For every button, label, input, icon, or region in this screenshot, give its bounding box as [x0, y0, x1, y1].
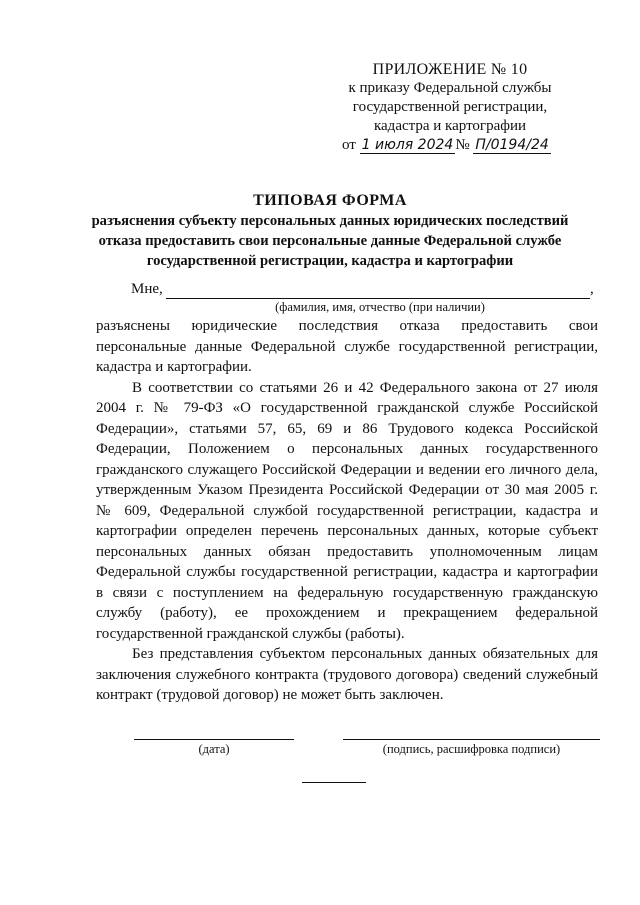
- signature-field[interactable]: [343, 739, 600, 740]
- paragraph-2: В соответствии со статьями 26 и 42 Федерального закона от 27 июля 2004 г. № 79-ФЗ «О государственной гражданской службе Российской Федерации», статьями 57, 65, 69 и 86 Трудового кодекса Российской Федерации, Положением о персональных данных государственного гражданского служащего Российской Федерации и ведении его личного дела, утвержденным Указом Президента Российской Федерации от 30 мая 2005 г. № 609, Федеральной службой государственной регистрации, кадастра и картографии определен перечень персональных данных, которые субъект персональных данных обязан предоставить уполномоченным лицам Федеральной службы государственной регистрации, кадастра и картографии в связи с поступлением на федеральную государственную гражданскую службу (работу), ее прохождением и прекращением федеральной государственной гражданской службы (работы).: [96, 379, 598, 642]
- form-subtitle-line-1: разъяснения субъекту персональных данных юридических последствий: [91, 213, 569, 229]
- form-subtitle-line-3: государственной регистрации, кадастра и картографии: [146, 253, 514, 269]
- form-title-block: [60, 190, 600, 271]
- recipient-comma: ,: [590, 281, 594, 297]
- appendix-line-3: кадастра и картографии: [373, 118, 527, 134]
- signature-caption: (подпись, расшифровка подписи): [382, 742, 561, 756]
- order-number: П/0194/24: [475, 137, 549, 153]
- appendix-line-1: к приказу Федеральной службы: [348, 80, 552, 96]
- paragraph-3: Без представления субъектом персональных данных обязательных для заключения служебного контракта (трудового договора) сведений служебный контракт (трудовой договор) не может быть заключен.: [96, 646, 598, 703]
- body-text: [96, 316, 598, 706]
- form-subtitle-line-2: отказа предоставить свои персональные данные Федеральной службе: [98, 233, 562, 249]
- order-reference: [330, 136, 570, 155]
- recipient-name-field[interactable]: [166, 298, 590, 299]
- date-caption: (дата): [198, 742, 230, 756]
- date-field[interactable]: [134, 739, 294, 740]
- paragraph-1: разъяснены юридические последствия отказа предоставить свои персональные данные Федеральной службе государственной регистрации, кадастра и картографии.: [96, 318, 598, 375]
- appendix-header: [330, 60, 570, 155]
- recipient-label: Мне,: [131, 281, 163, 297]
- appendix-number: ПРИЛОЖЕНИЕ № 10: [372, 61, 528, 78]
- order-date: 1 июля 2024: [361, 137, 454, 153]
- appendix-line-2: государственной регистрации,: [352, 99, 548, 115]
- end-divider: [302, 782, 366, 783]
- order-prefix: от: [342, 137, 356, 153]
- recipient-caption: (фамилия, имя, отчество (при наличии): [275, 300, 485, 314]
- order-number-label: №: [455, 137, 470, 153]
- form-title: ТИПОВАЯ ФОРМА: [253, 192, 407, 209]
